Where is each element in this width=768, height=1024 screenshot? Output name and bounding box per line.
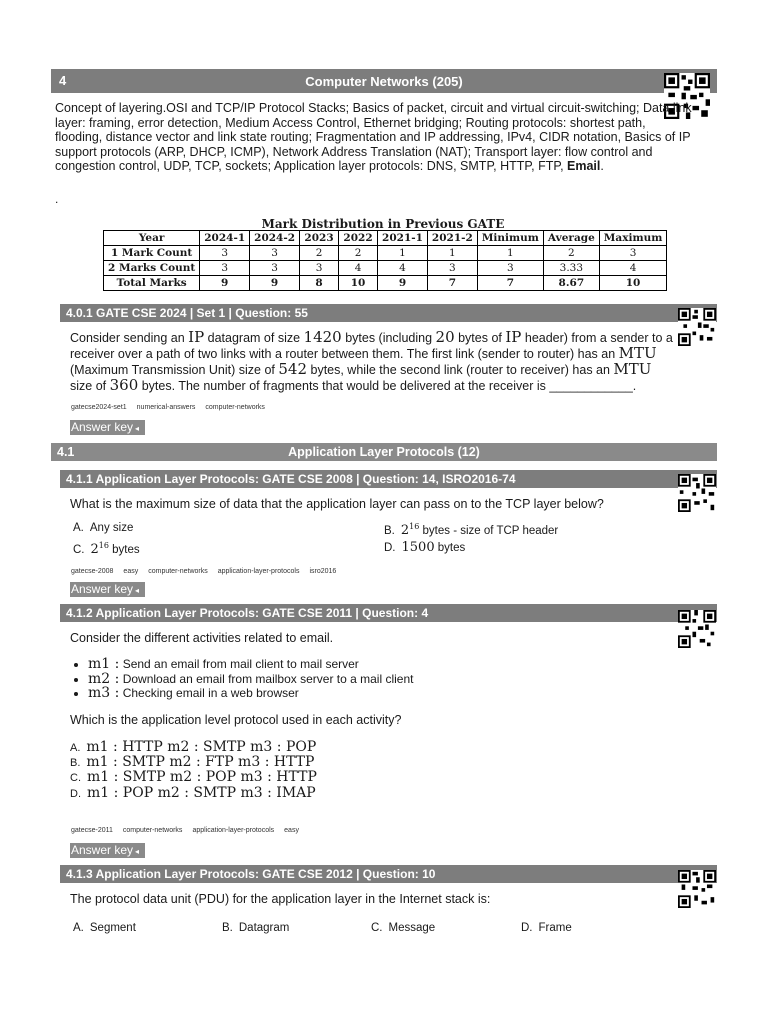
option-b[interactable]: B. Datagram	[222, 922, 290, 934]
question-prompt-4-1-2: Which is the application level protocol used in each activity?	[70, 713, 402, 727]
option-c[interactable]: C. $2^{16}$ bytes	[73, 541, 140, 557]
question-text-4-1-2: Consider the different activities related to email.	[70, 631, 334, 645]
option-b[interactable]: B. $2^{16}$ bytes - size of TCP header	[384, 522, 559, 538]
tag[interactable]: gatecse-2011	[71, 827, 113, 834]
option-b[interactable]: B. m1 : SMTP m2 : FTP m3 : HTTP	[70, 754, 315, 770]
activity-list	[72, 657, 413, 701]
tag[interactable]: easy	[123, 568, 139, 575]
question-header-4-0-1: 4.0.1 GATE CSE 2024 | Set 1 | Question: 55	[60, 304, 717, 322]
table-caption: Mark Distribution in Previous GATE	[261, 217, 505, 231]
syllabus-bold-email: Email	[567, 159, 601, 173]
question-header-4-1-1: 4.1.1 Application Layer Protocols: GATE CSE 2008 | Question: 14, ISRO2016-74	[60, 470, 717, 488]
question-text-4-0-1: Consider sending an IP datagram of size 1420 bytes (including 20 bytes of IP header) from a sender to a receiver over a path of two links with a router between them. The first link (sender to router) has an MTU (Maximum Transmission Unit) size of 542 bytes, while the second link (router to receiver) has an MTU size of 360 bytes. The number of fragments that would be delivered at the receiver is ____________.	[70, 328, 673, 394]
chapter-title: Computer Networks (205)	[305, 74, 463, 89]
list-item: • m3 : Checking email in a web browser	[88, 686, 413, 701]
tag[interactable]: easy	[284, 827, 299, 834]
caret-icon: ◂	[135, 847, 140, 856]
section-header-4-1: 4.1 Application Layer Protocols (12)	[51, 443, 717, 461]
table-header-row: Year 2024-1 2024-2 2023 2022 2021-1 2021-2 Minimum Average Maximum	[104, 231, 667, 246]
list-item: • m2 : Download an email from mailbox server to a mail client	[88, 672, 413, 687]
answer-key-button[interactable]: Answer key ◂	[70, 843, 145, 858]
table-row: 1 Mark Count 3 3 2 2 1 1 1 2 3	[104, 246, 667, 261]
qr-code-icon[interactable]	[678, 308, 716, 346]
question-text-4-1-3: The protocol data unit (PDU) for the application layer in the Internet stack is:	[70, 892, 491, 906]
stray-dot: .	[55, 192, 59, 206]
syllabus-text: Concept of layering.OSI and TCP/IP Protocol Stacks; Basics of packet, circuit and virtual circuit-switching; Data link layer: framing, error detection, Medium Access Control, Ethernet bridging; Routing protocols: shortest path, flooding, distance vector and link state routing; Fragmentation and IP addressing, IPv4, CIDR notation, Basics of IP support protocols (ARP, DHCP, ICMP), Network Address Translation (NAT); Transport layer: flow control and congestion control, UDP, TCP, sockets; Application layer protocols: DNS, SMTP, HTTP, FTP, Email.	[55, 101, 692, 173]
chapter-header	[51, 69, 717, 93]
option-c[interactable]: C. Message	[371, 922, 436, 934]
option-a[interactable]: A. m1 : HTTP m2 : SMTP m3 : POP	[70, 739, 317, 755]
tag[interactable]: application-layer-protocols	[217, 568, 300, 575]
option-a[interactable]: A. Segment	[73, 922, 136, 934]
option-c[interactable]: C. m1 : SMTP m2 : POP m3 : HTTP	[70, 769, 317, 785]
tag[interactable]: computer-networks	[122, 827, 183, 834]
chapter-number: 4	[59, 73, 67, 88]
mark-distribution-table	[103, 230, 667, 291]
question-text-4-1-1: What is the maximum size of data that the application layer can pass on to the TCP layer below?	[70, 497, 604, 511]
question-header-4-1-2: 4.1.2 Application Layer Protocols: GATE CSE 2011 | Question: 4	[60, 604, 717, 622]
option-d[interactable]: D. m1 : POP m2 : SMTP m3 : IMAP	[70, 785, 316, 801]
caret-icon: ◂	[135, 424, 140, 433]
tag[interactable]: computer-networks	[205, 404, 265, 411]
tag[interactable]: computer-networks	[148, 568, 208, 575]
tag[interactable]: gatecse-2008	[71, 568, 114, 575]
option-d[interactable]: D. 1500 bytes	[384, 540, 466, 555]
answer-key-button[interactable]: Answer key ◂	[70, 420, 145, 435]
option-d[interactable]: D. Frame	[521, 922, 572, 934]
list-item: • m1 : Send an email from mail client to mail server	[88, 657, 413, 672]
caret-icon: ◂	[135, 586, 140, 595]
table-row: 2 Marks Count 3 3 3 4 4 3 3 3.33 4	[104, 261, 667, 276]
option-a[interactable]: A. Any size	[73, 522, 134, 534]
table-row: Total Marks 9 9 8 10 9 7 7 8.67 10	[104, 276, 667, 291]
tag[interactable]: isro2016	[309, 568, 337, 575]
question-header-4-1-3: 4.1.3 Application Layer Protocols: GATE CSE 2012 | Question: 10	[60, 865, 717, 883]
tag[interactable]: numerical-answers	[136, 404, 196, 411]
tag-list	[71, 568, 346, 575]
tag-list	[71, 827, 309, 834]
tag[interactable]: application-layer-protocols	[192, 827, 275, 834]
tag-list	[71, 404, 275, 411]
answer-key-button[interactable]: Answer key ◂	[70, 582, 145, 597]
tag[interactable]: gatecse2024-set1	[71, 404, 127, 411]
